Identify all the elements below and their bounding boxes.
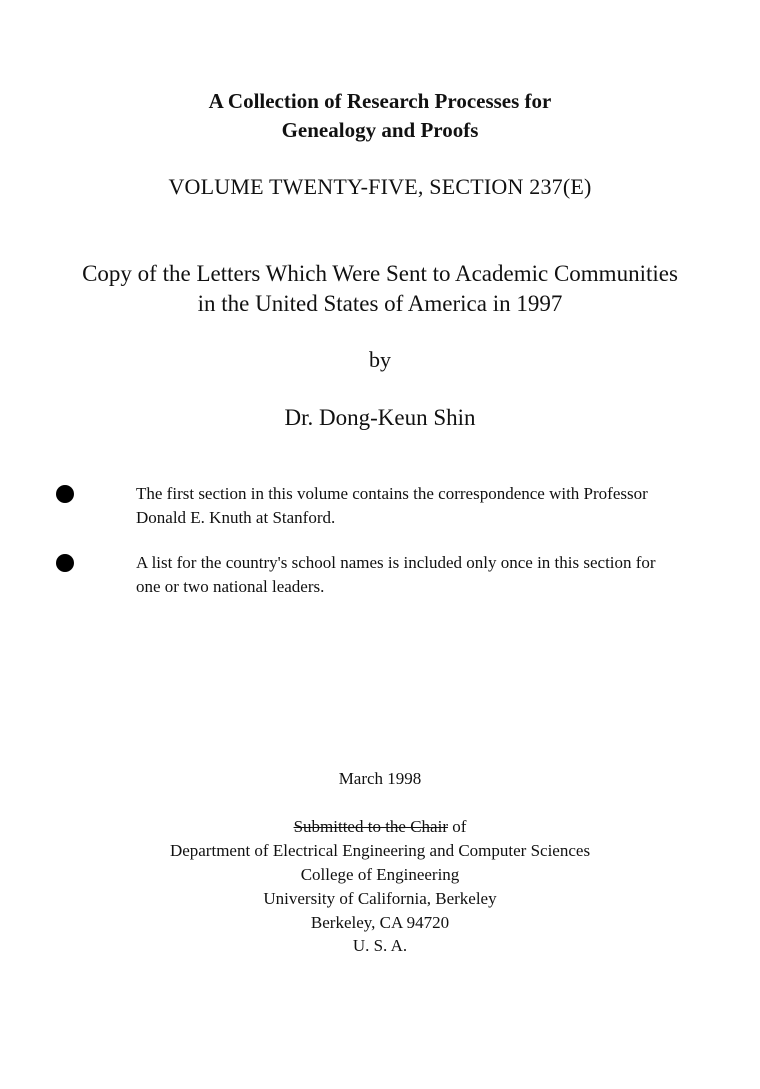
submitted-of-text: of [447,817,467,836]
subtitle-line-2: in the United States of America in 1997 [197,291,563,316]
bullet-line-1: A list for the country's school names is included only once in this section for [136,553,656,572]
university-line: University of California, Berkeley [263,889,497,908]
department-line: Department of Electrical Engineering and Computer Sciences [169,841,591,860]
bullet-line-1: The first section in this volume contains the correspondence with Professor [136,484,648,503]
bullet-line-2: Donald E. Knuth at Stanford. [136,508,336,527]
submitted-line [0,818,760,835]
college-line: College of Engineering [300,865,460,884]
bullet-text [136,482,736,530]
volume-heading: VOLUME TWENTY-FIVE, SECTION 237(E) [168,174,592,199]
bullet-dot-icon [56,485,74,503]
city-line: Berkeley, CA 94720 [310,913,450,932]
author-name: Dr. Dong-Keun Shin [284,405,476,430]
date-line: March 1998 [338,769,422,788]
by-line: by [369,347,391,372]
submitted-struck-text: Submitted to the Chair [293,817,448,836]
bullet-line-2: one or two national leaders. [136,577,325,596]
title-line-1: A Collection of Research Processes for [208,89,552,113]
title-line-2: Genealogy and Proofs [281,118,479,142]
bullet-text [136,551,736,599]
bullet-dot-icon [56,554,74,572]
country-line: U. S. A. [352,936,408,955]
subtitle-line-1: Copy of the Letters Which Were Sent to Academic Communities [82,261,678,286]
